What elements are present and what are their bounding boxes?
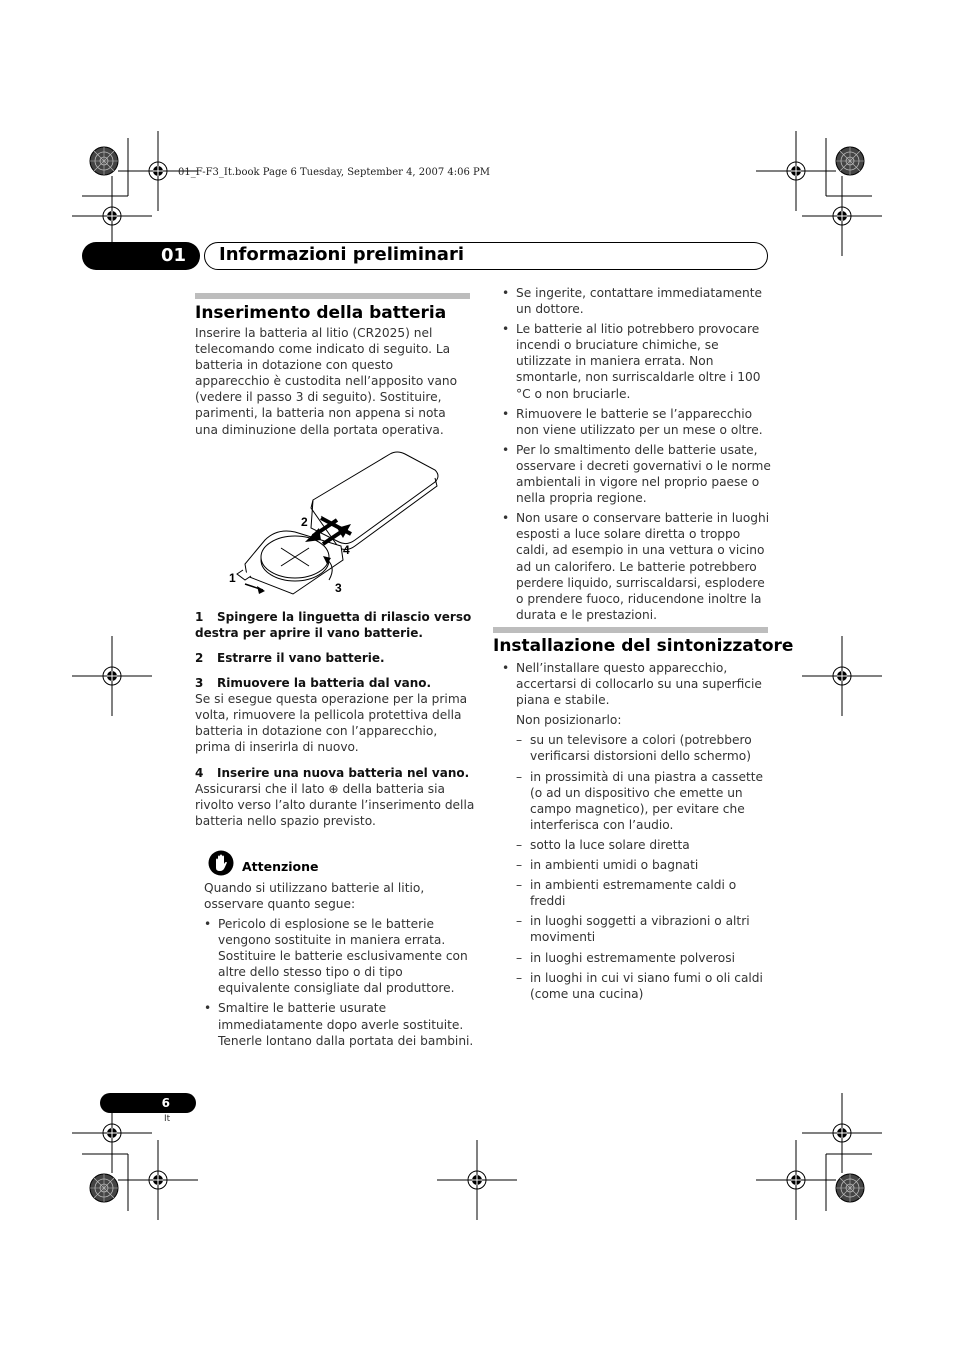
figure-label-1: 1 [229, 571, 236, 585]
step-4-note-post: della batteria sia rivolto verso l’alto durante l’inserimento della batteria nello spazio previsto. [195, 782, 475, 829]
figure-label-3: 3 [335, 581, 342, 595]
chapter-number: 01 [82, 242, 200, 270]
chapter-title-box [204, 242, 768, 270]
caution-item: • Pericolo di esplosione se le batterie vengono sostituite in maniera errata. Sostituire le batterie esclusivamente con altre dello stesso tipo o di tipo equivalente consigliate dal produttore. [198, 916, 474, 996]
figure-label-4: 4 [343, 543, 350, 557]
section-title-installation: Installazione del sintonizzatore [493, 636, 794, 656]
caution-item: • Smaltire le batterie usurate immediatamente dopo averle sostituite. Tenerle lontano dalla portata dei bambini. [198, 1000, 474, 1048]
step-number: 3 [195, 676, 204, 690]
step-number: 1 [195, 610, 204, 624]
placement-item: – in ambienti umidi o bagnati [516, 857, 772, 873]
installation-item: • Nell’installare questo apparecchio, accertarsi di collocarlo su una superficie piana e stabile. [496, 660, 772, 708]
plus-symbol: ⊕ [328, 782, 339, 796]
file-header: 01_F-F3_It.book Page 6 Tuesday, September 4, 2007 4:06 PM [178, 167, 491, 178]
placement-item: – in luoghi estremamente polverosi [516, 950, 772, 966]
figure-label-2: 2 [301, 515, 308, 529]
battery-warnings-list [496, 285, 772, 627]
caution-hand-icon [208, 850, 234, 876]
caution-intro: Quando si utilizzano batterie al litio, osservare quanto segue: [204, 881, 425, 912]
step-text: Estrarre il vano batterie. [217, 651, 385, 665]
step-1 [195, 609, 475, 641]
placement-item: – su un televisore a colori (potrebbero verificarsi distorsioni dello schermo) [516, 732, 772, 764]
step-3-note: Se si esegue questa operazione per la prima volta, rimuovere la pellicola protettiva della batteria in dotazione con l’apparecchio, prima di inserirla di nuovo. [195, 692, 468, 755]
placement-item: – in luoghi in cui vi siano fumi o oli caldi (come una cucina) [516, 970, 772, 1002]
battery-intro: Inserire la batteria al litio (CR2025) nel telecomando come indicato di seguito. La batteria in dotazione con questo apparecchio è custodita nell’apposito vano (vedere il passo 3 di seguito). Sostituire, parimenti, la batteria non appena si nota una diminuzione della portata operativa. [195, 326, 458, 437]
caution-title: Attenzione [242, 859, 319, 874]
placement-item: – in ambienti estremamente caldi o freddi [516, 877, 772, 909]
step-4-note-pre: Assicurarsi che il lato [195, 782, 329, 796]
step-3 [195, 675, 475, 691]
battery-warning-item: • Le batterie al litio potrebbero provocare incendi o bruciature chimiche, se utilizzate in maniera errata. Non smontarle, non surriscaldarle oltre i 100 °C o non bruciarle. [496, 321, 772, 401]
step-2 [195, 650, 475, 666]
step-4-note [195, 781, 475, 829]
battery-warning-item: • Non usare o conservare batterie in luoghi esposti a luce solare diretta o troppo caldi, ad esempio in una vettura o vicino ad un calorifero. Le batterie potrebbero perdere liquido, surriscaldarsi, esplodere o prendere fuoco, riducendone inoltre la durata e le prestazioni. [496, 510, 772, 623]
chapter-title: Informazioni preliminari [219, 244, 464, 265]
section-bar [493, 627, 768, 633]
step-text: Spingere la linguetta di rilascio verso destra per aprire il vano batterie. [195, 610, 472, 640]
section-bar [195, 293, 470, 299]
step-4 [195, 765, 475, 781]
caution-list [198, 916, 474, 1053]
battery-insertion-figure [225, 448, 450, 598]
not-position-label: Non posizionarlo: [516, 713, 622, 728]
installation-list [496, 660, 772, 1006]
placement-item: – in luoghi soggetti a vibrazioni o altri movimenti [516, 913, 772, 945]
page-number: 6 [100, 1093, 196, 1113]
step-number: 2 [195, 651, 204, 665]
placement-item: – sotto la luce solare diretta [516, 837, 772, 853]
battery-warning-item: • Se ingerite, contattare immediatamente un dottore. [496, 285, 772, 317]
section-title-battery: Inserimento della batteria [195, 303, 447, 323]
placement-item: – in prossimità di una piastra a cassette (o ad un dispositivo che emette un campo magnetico), per evitare che interferisca con l’audio. [516, 769, 772, 833]
step-text: Rimuovere la batteria dal vano. [217, 676, 432, 690]
battery-warning-item: • Per lo smaltimento delle batterie usate, osservare i decreti governativi o le norme ambientali in vigore nel proprio paese o nella propria regione. [496, 442, 772, 506]
step-number: 4 [195, 766, 204, 780]
step-text: Inserire una nuova batteria nel vano. [217, 766, 470, 780]
battery-warning-item: • Rimuovere le batterie se l’apparecchio non viene utilizzato per un mese o oltre. [496, 406, 772, 438]
language-code: It [164, 1114, 171, 1124]
